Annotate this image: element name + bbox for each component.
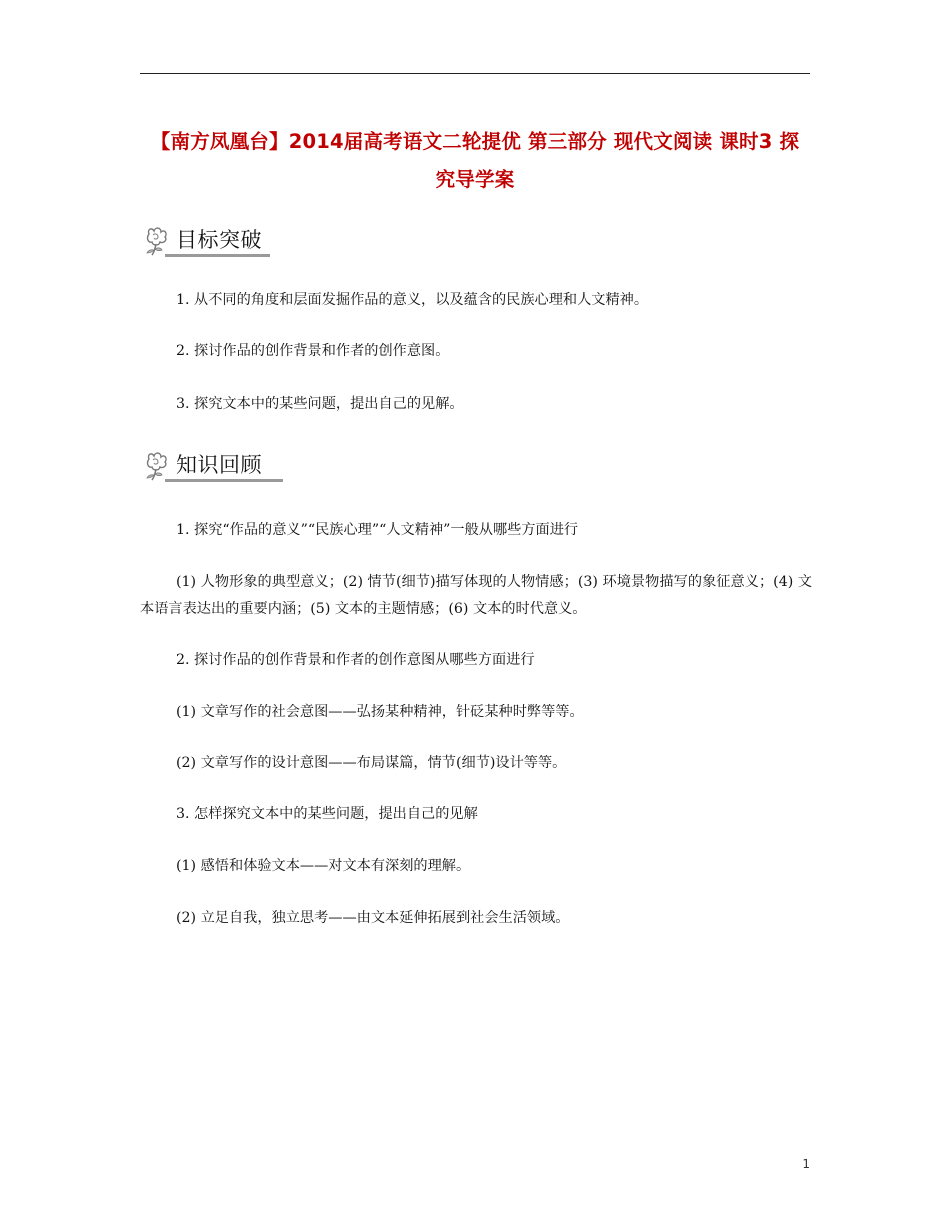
section-heading-label: 知识回顾 <box>176 453 262 477</box>
list-item: (2) 文章写作的设计意图——布局谋篇，情节(细节)设计等等。 <box>176 755 567 771</box>
list-item: (2) 立足自我，独立思考——由文本延伸拓展到社会生活领域。 <box>176 910 570 926</box>
rose-icon <box>143 450 173 482</box>
list-item: 3. 探究文本中的某些问题，提出自己的见解。 <box>176 396 464 412</box>
rose-icon <box>143 225 173 257</box>
heading-underline <box>165 479 283 482</box>
section-heading-label: 目标突破 <box>176 228 262 252</box>
list-item: 1. 探究“作品的意义”“民族心理”“人文精神”一般从哪些方面进行 <box>176 522 579 538</box>
list-item: 1. 从不同的角度和层面发掘作品的意义，以及蕴含的民族心理和人文精神。 <box>176 292 649 308</box>
page-number: 1 <box>802 1157 810 1171</box>
document-title: 【南方凤凰台】2014届高考语文二轮提优 第三部分 现代文阅读 课时3 探 究导学案 <box>150 130 800 191</box>
section-heading-review <box>143 450 303 484</box>
header-rule <box>140 73 810 74</box>
section-heading-goals <box>143 225 303 259</box>
heading-underline <box>165 254 270 257</box>
list-item: (1) 文章写作的社会意图——弘扬某种精神，针砭某种时弊等等。 <box>176 704 584 720</box>
list-item: (1) 人物形象的典型意义；(2) 情节(细节)描写体现的人物情感；(3) 环境景物描写的象征意义；(4) 文本语言表达出的重要内涵；(5) 文本的主题情感；(6) 文本的时代意义。 <box>140 574 812 617</box>
list-item: 3. 怎样探究文本中的某些问题，提出自己的见解 <box>176 806 478 822</box>
list-item: 2. 探讨作品的创作背景和作者的创作意图。 <box>176 343 450 359</box>
list-item: (1) 感悟和体验文本——对文本有深刻的理解。 <box>176 858 471 874</box>
list-item: 2. 探讨作品的创作背景和作者的创作意图从哪些方面进行 <box>176 652 535 668</box>
